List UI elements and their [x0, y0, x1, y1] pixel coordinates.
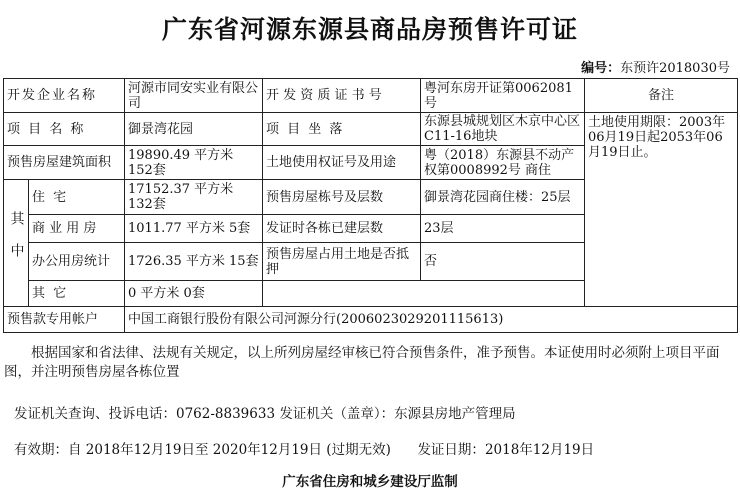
account-value: 中国工商银行股份有限公司河源分行(2006023029201115613) — [125, 307, 738, 333]
commercial-value: 1011.77 平方米 5套 — [125, 215, 263, 243]
account-label: 预售款专用帐户 — [4, 307, 125, 333]
mortgage-value: 否 — [421, 243, 585, 281]
contact-line — [14, 402, 516, 422]
phone-value: 0762-8839633 — [176, 406, 276, 422]
qualification-label: 开 发 资 质 证 书 号 — [263, 79, 421, 113]
permit-table — [3, 78, 738, 333]
table-row — [4, 281, 738, 307]
office-label: 办公用房统计 — [29, 243, 125, 281]
table-row — [4, 113, 738, 146]
commercial-label: 商 业 用 房 — [29, 215, 125, 243]
project-location-label: 项 目 坐 落 — [263, 113, 421, 146]
building-label: 预售房屋栋号及层数 — [263, 180, 421, 215]
office-value: 1726.35 平方米 15套 — [125, 243, 263, 281]
validity-line — [14, 438, 594, 458]
land-cert-label: 土地使用权证号及用途 — [263, 146, 421, 180]
phone-label: 发证机关查询、投诉电话： — [14, 406, 176, 422]
supervisor-footer: 广东省住房和城乡建设厅监制 — [282, 474, 458, 490]
presale-area-value: 19890.49 平方米 152套 — [125, 146, 263, 180]
issuer-value: 东源县房地产管理局 — [394, 406, 516, 422]
table-row — [4, 307, 738, 333]
approval-statement: 根据国家和省法律、法规有关规定，以上所列房屋经审核已符合预售条件，准予预售。本证使用时必须附上项目平面图，并注明预售房屋各栋位置 — [4, 345, 720, 380]
certificate-number-label: 编号： — [581, 61, 621, 76]
empty-cell — [263, 281, 738, 307]
qualification-value: 粤河东房开证第0062081号 — [421, 79, 585, 113]
certificate-title: 广东省河源东源县商品房预售许可证 — [161, 15, 578, 44]
floors-value: 23层 — [421, 215, 585, 243]
residence-value: 17152.37 平方米 132套 — [125, 180, 263, 215]
certificate-number-value: 东预许2018030号 — [620, 61, 730, 76]
other-label: 其 它 — [29, 281, 125, 307]
issue-date-value: 2018年12月19日 — [484, 442, 595, 458]
table-row — [4, 79, 738, 113]
notes-value: 土地使用期限：2003年06月19日起2053年06月19日止。 — [585, 113, 738, 307]
project-name-value: 御景湾花园 — [125, 113, 263, 146]
validity-label: 有效期： — [14, 442, 68, 458]
issue-date-label: 发证日期： — [417, 442, 485, 458]
breakdown-side-label: 其中 — [4, 180, 29, 307]
floors-label: 发证时各栋已建层数 — [263, 215, 421, 243]
validity-value: 自 2018年12月19日至 2020年12月19日 (过期无效) — [68, 442, 391, 458]
developer-label: 开发企业名称 — [4, 79, 125, 113]
project-location-value: 东源县城规划区木京中心区C11-16地块 — [421, 113, 585, 146]
certificate-number — [581, 57, 730, 76]
developer-value: 河源市同安实业有限公司 — [125, 79, 263, 113]
building-value: 御景湾花园商住楼：25层 — [421, 180, 585, 215]
notes-label: 备注 — [585, 79, 738, 113]
land-cert-value: 粤（2018）东源县不动产权第0008992号 商住 — [421, 146, 585, 180]
other-value: 0 平方米 0套 — [125, 281, 263, 307]
residence-label: 住 宅 — [29, 180, 125, 215]
project-name-label: 项 目 名 称 — [4, 113, 125, 146]
mortgage-label: 预售房屋占用土地是否抵押 — [263, 243, 421, 281]
presale-area-label: 预售房屋建筑面积 — [4, 146, 125, 180]
issuer-label: 发证机关（盖章）： — [279, 406, 395, 422]
